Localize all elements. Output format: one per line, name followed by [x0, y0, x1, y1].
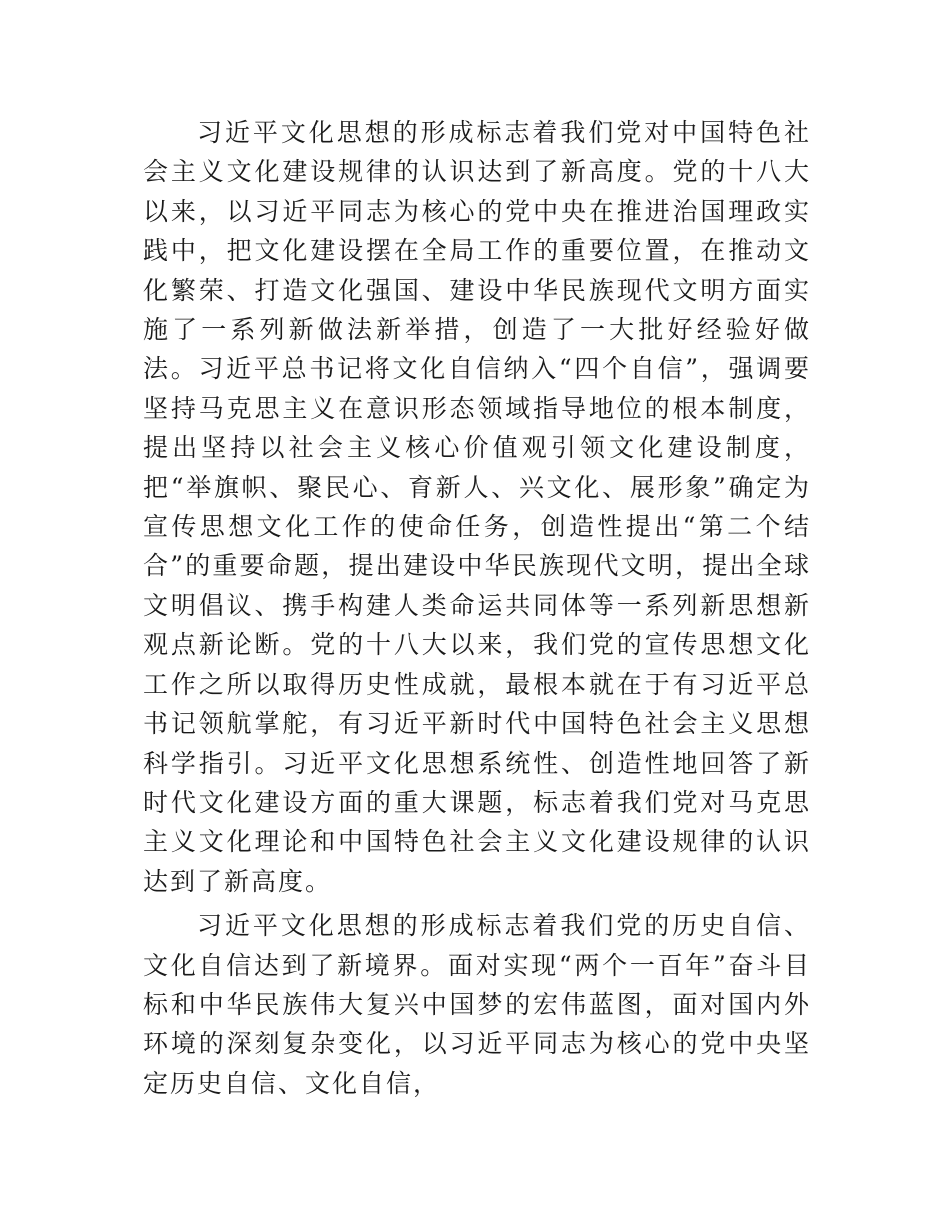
document-body	[143, 113, 811, 1108]
paragraph-1: 习近平文化思想的形成标志着我们党对中国特色社会主义文化建设规律的认识达到了新高度。党的十八大以来，以习近平同志为核心的党中央在推进治国理政实践中，把文化建设摆在全局工作的重要位置，在推动文化繁荣、打造文化强国、建设中华民族现代文明方面实施了一系列新做法新举措，创造了一大批好经验好做法。习近平总书记将文化自信纳入“四个自信”，强调要坚持马克思主义在意识形态领域指导地位的根本制度，提出坚持以社会主义核心价值观引领文化建设制度，把“举旗帜、聚民心、育新人、兴文化、展形象”确定为宣传思想文化工作的使命任务，创造性提出“第二个结合”的重要命题，提出建设中华民族现代文明，提出全球文明倡议、携手构建人类命运共同体等一系列新思想新观点新论断。党的十八大以来，我们党的宣传思想文化工作之所以取得历史性成就，最根本就在于有习近平总书记领航掌舵，有习近平新时代中国特色社会主义思想科学指引。习近平文化思想系统性、创造性地回答了新时代文化建设方面的重大课题，标志着我们党对马克思主义文化理论和中国特色社会主义文化建设规律的认识达到了新高度。	[143, 118, 811, 896]
paragraph-2: 习近平文化思想的形成标志着我们党的历史自信、文化自信达到了新境界。面对实现“两个一百年”奋斗目标和中华民族伟大复兴中国梦的宏伟蓝图，面对国内外环境的深刻复杂变化，以习近平同志为核心的党中央坚定历史自信、文化自信，	[143, 911, 811, 1098]
